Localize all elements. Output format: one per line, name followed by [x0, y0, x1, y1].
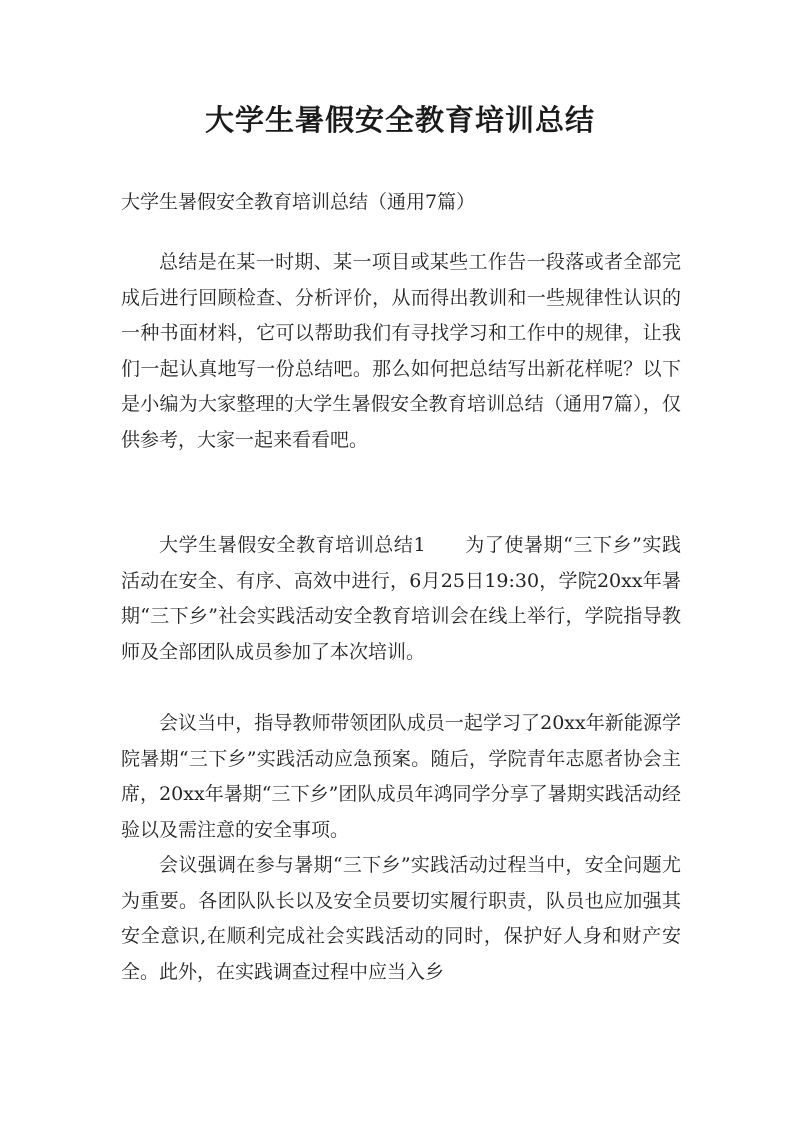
paragraph-summary-1-opening: 大学生暑假安全教育培训总结1 为了使暑期“三下乡”实践活动在安全、有序、高效中进行，6月25日19:30，学院20xx年暑期“三下乡”社会实践活动安全教育培训会在线上举行，学院指导教师及全部团队成员参加了本次培训。 [121, 534, 681, 663]
document-subtitle: 大学生暑假安全教育培训总结（通用7篇） [121, 191, 476, 213]
paragraph-intro: 总结是在某一时期、某一项目或某些工作告一段落或者全部完成后进行回顾检查、分析评价，从而得出教训和一些规律性认识的一种书面材料，它可以帮助我们有寻找学习和工作中的规律，让我们一起认真地写一份总结吧。那么如何把总结写出新花样呢？以下是小编为大家整理的大学生暑假安全教育培训总结（通用7篇），仅供参考，大家一起来看看吧。 [121, 251, 681, 451]
document-title: 大学生暑假安全教育培训总结 [204, 103, 595, 137]
paragraph-meeting-content: 会议当中，指导教师带领团队成员一起学习了20xx年新能源学院暑期“三下乡”实践活动应急预案。随后，学院青年志愿者协会主席，20xx年暑期“三下乡”团队成员年鸿同学分享了暑期实践活动经验以及需注意的安全事项。 [121, 712, 681, 841]
paragraph-safety-emphasis: 会议强调在参与暑期“三下乡”实践活动过程当中，安全问题尤为重要。各团队队长以及安全员要切实履行职责，队员也应加强其安全意识,在顺利完成社会实践活动的同时，保护好人身和财产安全。此外，在实践调查过程中应当入乡 [121, 854, 681, 983]
